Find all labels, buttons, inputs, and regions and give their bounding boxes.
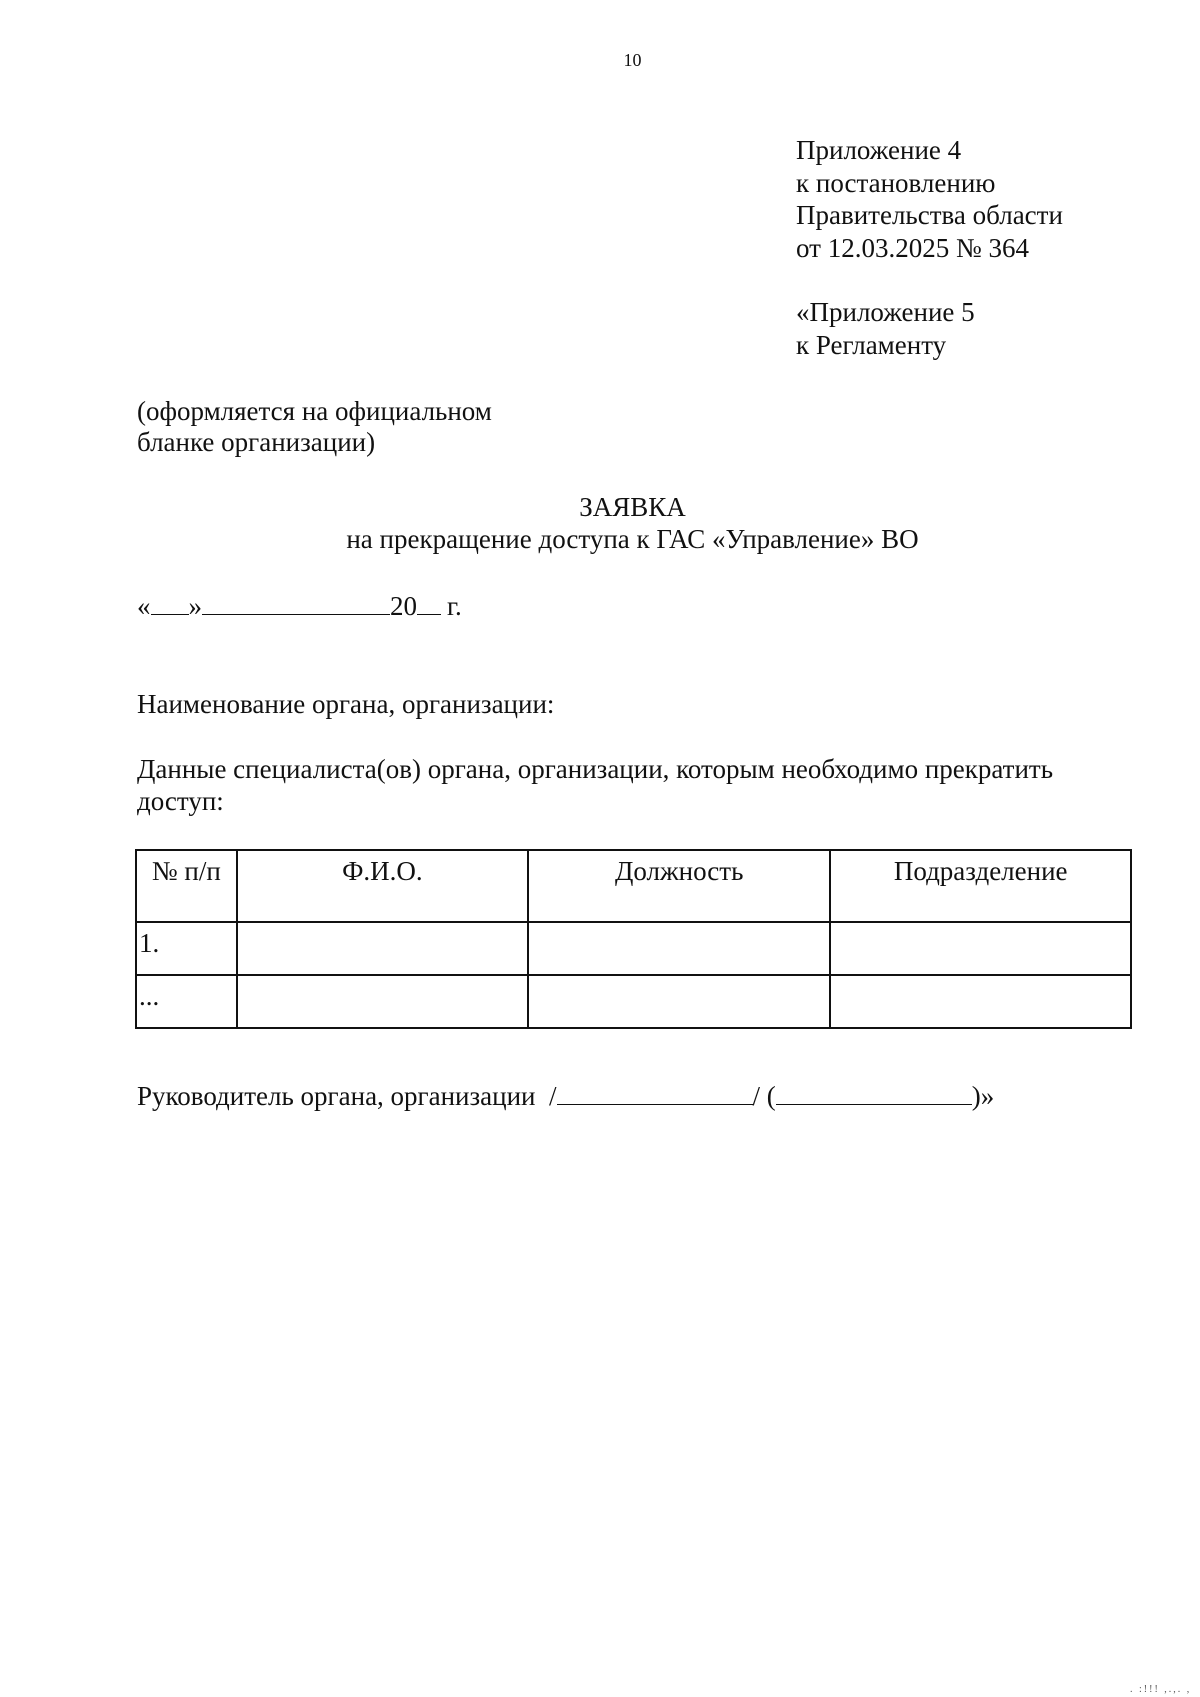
appendix-line: Правительства области xyxy=(796,200,1063,230)
table-row xyxy=(136,922,1131,975)
letterhead-note xyxy=(137,396,492,458)
cell-position[interactable] xyxy=(528,975,830,1028)
cell-fio[interactable] xyxy=(237,975,528,1028)
date-close-quote: » xyxy=(188,591,202,621)
appendix-header xyxy=(796,134,1063,361)
year-suffix: г. xyxy=(447,591,462,621)
table-row xyxy=(136,975,1131,1028)
signature-end: )» xyxy=(971,1081,995,1111)
signature-label: Руководитель органа, организации xyxy=(137,1081,536,1111)
cell-num: 1. xyxy=(136,922,237,975)
spacer xyxy=(796,264,1063,296)
name-blank[interactable] xyxy=(776,1082,972,1105)
specialists-label: Данные специалиста(ов) органа, организации, которым необходимо прекратить доступ: xyxy=(137,754,1054,816)
document-title xyxy=(0,491,1200,555)
signature-slash-close: / ( xyxy=(752,1081,776,1111)
date-open-quote: « xyxy=(137,591,151,621)
appendix-line: к постановлению xyxy=(796,167,996,198)
header-fio: Ф.И.О. xyxy=(237,850,528,922)
signature-line xyxy=(137,1081,994,1112)
header-position: Должность xyxy=(528,850,830,922)
signature-blank[interactable] xyxy=(557,1082,753,1105)
letterhead-note-line: бланке организации) xyxy=(137,427,376,457)
specialists-table xyxy=(135,849,1132,1029)
corner-mark: . :!!! ,.,. , xyxy=(1130,1684,1192,1695)
appendix-line: «Приложение 5 xyxy=(796,297,975,327)
header-num: № п/п xyxy=(136,850,237,922)
year-blank[interactable] xyxy=(417,592,441,615)
page-number: 10 xyxy=(623,50,642,70)
title-main: ЗАЯВКА xyxy=(579,492,686,522)
table-header-row xyxy=(136,850,1131,922)
signature-slash: / xyxy=(549,1081,557,1111)
day-blank[interactable] xyxy=(151,592,189,615)
appendix-line: от 12.03.2025 № 364 xyxy=(796,232,1029,263)
appendix-line: к Регламенту xyxy=(796,329,947,360)
title-subtitle: на прекращение доступа к ГАС «Управление» ВО xyxy=(346,524,919,554)
letterhead-note-line: (оформляется на официальном xyxy=(137,396,492,426)
header-department: Подразделение xyxy=(830,850,1131,922)
year-prefix: 20 xyxy=(390,591,417,621)
cell-num: ... xyxy=(136,975,237,1028)
org-name-label: Наименование органа, организации: xyxy=(137,689,555,719)
date-field xyxy=(137,591,462,622)
cell-position[interactable] xyxy=(528,922,830,975)
appendix-line: Приложение 4 xyxy=(796,135,962,165)
month-blank[interactable] xyxy=(202,592,390,615)
cell-department[interactable] xyxy=(830,975,1131,1028)
cell-department[interactable] xyxy=(830,922,1131,975)
cell-fio[interactable] xyxy=(237,922,528,975)
